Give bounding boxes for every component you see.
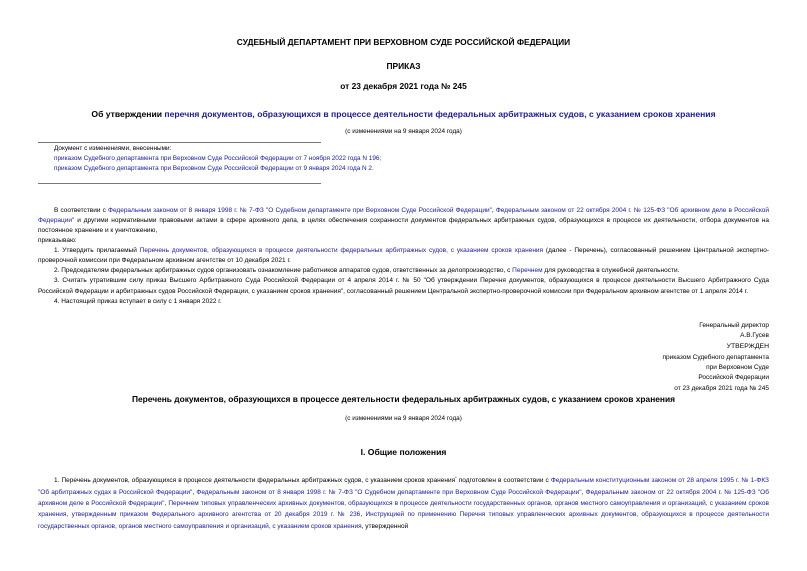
s1-law-125fz-link[interactable]: Федеральным законом от 22 октября 2004 г. № 125-ФЗ "Об архивном деле в Российской Федерации" xyxy=(38,488,769,507)
item-3: 3. Считать утратившим силу приказ Высшего Арбитражного Суда Российской Федерации от 4 апреля 2014 г. № 50 "Об утверждении Перечня документов, образующихся в процессе деятельности Высшего Арбитражного Суда Российской Федерации и арбитражных судов Российской Федерации, с указанием сроков хранения", согласованный решением Центральной экспертно-проверочной комиссии при Федеральном архивном агентстве от 1 апреля 2014 г. xyxy=(38,277,769,295)
s1-law-7fz-link[interactable]: Федеральным законом от 8 января 1998 г. № 7-ФЗ "О Судебном департаменте при Верховном Суде Российской Федерации" xyxy=(196,488,582,496)
doc-title xyxy=(0,108,807,120)
signature-block xyxy=(509,321,769,394)
section-heading: I. Общие положения xyxy=(360,447,447,457)
changes-box-top-rule xyxy=(38,142,321,143)
changes-box-bottom-rule xyxy=(38,183,321,184)
changes-link-1[interactable]: приказом Судебного департамента при Верховном Суде Российской Федерации от 7 ноября 2022 года N 196; xyxy=(54,154,382,162)
approval-word: УТВЕРЖДЕН xyxy=(726,342,769,350)
instruction-link[interactable]: Инструкцией по применению Перечня типовых управленческих архивных документов, образующихся в процессе деятельности государственных органов, органов местного самоуправления и организаций, с указанием сроков хранения xyxy=(38,511,769,530)
s1-text-b: подготовлен в соответствии с xyxy=(456,477,551,485)
item-4: 4. Настоящий приказ вступает в силу с 1 января 2022 г. xyxy=(54,297,222,305)
preamble-text: В соответствии с xyxy=(54,207,108,214)
approval-line-4: от 23 декабря 2021 года № 245 xyxy=(674,384,769,392)
changes-note: (с изменениями на 9 января 2024 года) xyxy=(345,128,462,135)
signature-name: А.В.Гусев xyxy=(740,332,769,340)
changes-box-label: Документ с изменениями, внесенными: xyxy=(54,145,172,152)
typical-list-link[interactable]: Перечнем типовых управленческих архивных документов, образующихся в процессе деятельности государственных органов, органов местного самоуправления и организаций, с указанием сроков хранения, утвержденным приказом Федерального архивного агентства от 20 декабря 2019 г. № 236 xyxy=(38,499,769,519)
item-2 xyxy=(38,266,769,276)
s1-sep-2: , xyxy=(581,488,586,496)
preamble xyxy=(38,206,769,236)
preamble-sep: , xyxy=(491,207,496,214)
doc-type: ПРИКАЗ xyxy=(386,61,421,71)
list-link-2[interactable]: Перечнем xyxy=(512,267,543,275)
approval-line-2: при Верховном Суде xyxy=(706,364,769,372)
section-paragraph-1: 1. Перечень документов, образующихся в процессе деятельности федеральных арбитражных судов, с указанием сроков хранения* подготовлен в соответствии с Федеральным конституционным законом от 28 апреля 1995 г. № 1-ФКЗ "Об арбитражных судах в Российской Федерации", Федеральным законом от 8 января 1998 г. № 7-ФЗ "О Судебном департаменте при Верховном Суде Российской Федерации", Федеральным законом от 22 октября 2004 г. № 125-ФЗ "Об архивном деле в Российской Федерации", Перечнем типовых управленческих архивных документов, образующихся в процессе деятельности государственных органов, органов местного самоуправления и организаций, с указанием сроков хранения, утвержденным приказом Федерального архивного агентства от 20 декабря 2019 г. № 236, Инструкцией по применению Перечня типовых управленческих архивных документов, образующихся в процессе деятельности государственных органов, органов местного самоуправления и организаций, с указанием сроков хранения, утвержденной xyxy=(38,475,769,530)
item-1-text-2: (далее - Перечень), согласованный решением Центральной экспертно-проверочной комиссии при Федеральном архивном агентстве от 10 декабря 2021 г. xyxy=(38,247,769,265)
s1-sep-4: , xyxy=(360,511,366,519)
doc-date-number: от 23 декабря 2021 года № 245 xyxy=(340,81,467,91)
item-1-text: 1. Утвердить прилагаемый xyxy=(54,247,140,255)
s1-text-a: 1. Перечень документов, образующихся в процессе деятельности федеральных арбитражных судов, с указанием сроков хранения xyxy=(54,477,456,485)
s1-sep-1: , xyxy=(192,488,197,496)
item-2-text: 2. Председателям федеральных арбитражных судов организовать ознакомление работников аппаратов судов, ответственных за делопроизводство, с xyxy=(54,267,513,275)
item-2-text-2: для руководства в служебной деятельности. xyxy=(542,267,680,275)
changes-box xyxy=(54,144,614,174)
section-body xyxy=(38,474,769,532)
law-7fz-link[interactable]: Федеральным законом от 8 января 1998 г. № 7-ФЗ "О Судебном департаменте при Верховном Суде Российской Федерации" xyxy=(108,207,492,214)
s1-text-g: , утвержденной xyxy=(361,522,409,530)
org-name: СУДЕБНЫЙ ДЕПАРТАМЕНТ ПРИ ВЕРХОВНОМ СУДЕ РОССИЙСКОЙ ФЕДЕРАЦИИ xyxy=(236,37,571,47)
signature-position: Генеральный директор xyxy=(699,322,769,329)
approval-line-1: приказом Судебного департамента xyxy=(662,353,769,361)
approval-line-3: Российской Федерации xyxy=(698,374,769,382)
item-1 xyxy=(38,246,769,266)
doc-title-prefix: Об утверждении xyxy=(91,109,165,119)
law-125fz-link[interactable]: Федеральным законом от 22 октября 2004 г. № 125-ФЗ "Об архивном деле в Российской Федерации" xyxy=(38,207,769,225)
changes-link-2[interactable]: приказом Судебного департамента при Верховном Суде Российской Федерации от 9 января 2024 года N 2. xyxy=(54,164,374,172)
order-body xyxy=(38,206,769,307)
list-link[interactable]: Перечень документов, образующихся в процессе деятельности федеральных арбитражных судов, с указанием сроков хранения xyxy=(139,247,544,255)
order-word: приказываю: xyxy=(38,237,77,245)
fkz-link[interactable]: Федеральным конституционным законом от 28 апреля 1995 г. № 1-ФКЗ "Об арбитражных судах в Российской Федерации" xyxy=(38,477,769,496)
list-changes-note: (с изменениями на 9 января 2024 года) xyxy=(345,415,462,422)
doc-title-link[interactable]: перечня документов, образующихся в процессе деятельности федеральных арбитражных судов, с указанием сроков хранения xyxy=(164,109,716,119)
list-title: Перечень документов, образующихся в процессе деятельности федеральных арбитражных судов, с указанием сроков хранения xyxy=(131,394,675,404)
preamble-text-2: и другими нормативными правовыми актами в сфере архивного дела, в целях обеспечения сохранности документов федеральных арбитражных судов, образующихся в процессе их деятельности, отбора документов на постоянное хранение и к уничтожению, xyxy=(38,217,769,235)
s1-sep-3: , xyxy=(164,499,169,507)
